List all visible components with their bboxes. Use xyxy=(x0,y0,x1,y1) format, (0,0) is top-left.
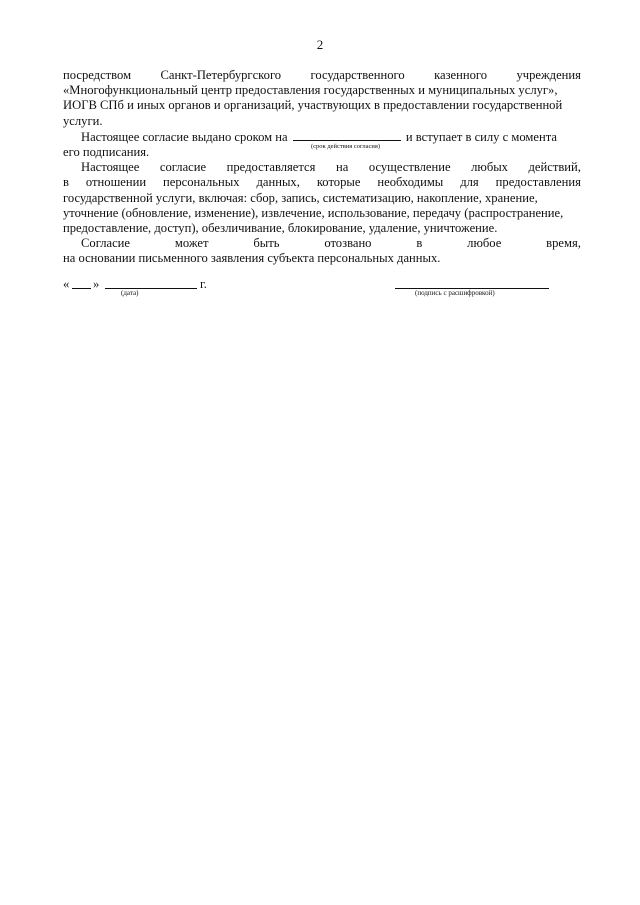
page-number: 2 xyxy=(316,37,324,52)
paragraph-4-line-1 xyxy=(63,236,581,251)
word: действий, xyxy=(528,160,581,175)
paragraph-3-line-2 xyxy=(63,175,581,190)
word: которые xyxy=(316,175,361,190)
word: отозвано xyxy=(324,236,372,251)
word: любое xyxy=(467,236,502,251)
term-blank-field[interactable] xyxy=(293,129,401,141)
word: согласие xyxy=(159,160,207,175)
word: персональных xyxy=(163,175,240,190)
word: в xyxy=(416,236,423,251)
word: быть xyxy=(253,236,280,251)
paragraph-4-line-2: на основании письменного заявления субъекта персональных данных. xyxy=(63,251,441,266)
word: в xyxy=(63,175,69,190)
paragraph-2-line-1 xyxy=(63,129,581,150)
paragraph-1-line-3: ИОГВ СПб и иных органов и организаций, участвующих в предоставлении государственной xyxy=(63,98,563,113)
term-caption: (срок действия согласия) xyxy=(311,142,381,150)
paragraph-1-line-4: услуги. xyxy=(63,113,103,128)
word: учреждения xyxy=(516,68,581,82)
word: государственного xyxy=(310,68,405,82)
paragraph-1-line-2: «Многофункциональный центр предоставления государственных и муниципальных услуг», xyxy=(63,83,558,98)
word: данных, xyxy=(256,175,300,190)
date-caption: (дата) xyxy=(121,289,139,297)
word: Настоящее xyxy=(81,160,140,175)
date-year-suffix: г. xyxy=(200,277,207,291)
date-quote-close: » xyxy=(93,277,100,291)
document-body xyxy=(63,68,581,267)
word: для xyxy=(460,175,479,190)
word: время, xyxy=(546,236,581,251)
date-month-year-field[interactable] xyxy=(105,288,197,289)
word: казенного xyxy=(434,68,488,82)
term-prefix: Настоящее согласие выдано сроком на xyxy=(81,129,288,144)
word: отношении xyxy=(85,175,147,190)
paragraph-3-line-1 xyxy=(63,160,581,175)
word: необходимы xyxy=(377,175,444,190)
signature-caption: (подпись с расшифровкой) xyxy=(415,289,495,297)
paragraph-3-line-3: государственной услуги, включая: сбор, запись, систематизацию, накопление, хранение, xyxy=(63,190,538,205)
signature-block xyxy=(63,275,581,305)
paragraph-3-line-5: предоставление, доступ), обезличивание, блокирование, удаление, уничтожение. xyxy=(63,221,498,236)
word: на xyxy=(335,160,349,175)
date-day-field[interactable] xyxy=(72,288,91,289)
word: может xyxy=(174,236,209,251)
paragraph-2-line-2: его подписания. xyxy=(63,145,150,160)
word: предоставления xyxy=(495,175,581,190)
paragraph-3-line-4: уточнение (обновление, изменение), извлечение, использование, передачу (распространение, xyxy=(63,205,564,220)
word: посредством xyxy=(63,68,132,82)
word: любых xyxy=(471,160,508,175)
term-suffix: и вступает в силу с момента xyxy=(405,129,557,144)
word: Санкт-Петербургского xyxy=(160,68,282,82)
word: Согласие xyxy=(81,236,131,251)
date-quote-open: « xyxy=(63,277,70,291)
word: осуществление xyxy=(368,160,451,175)
word: предоставляется xyxy=(226,160,316,175)
paragraph-1-line-1 xyxy=(63,68,581,83)
